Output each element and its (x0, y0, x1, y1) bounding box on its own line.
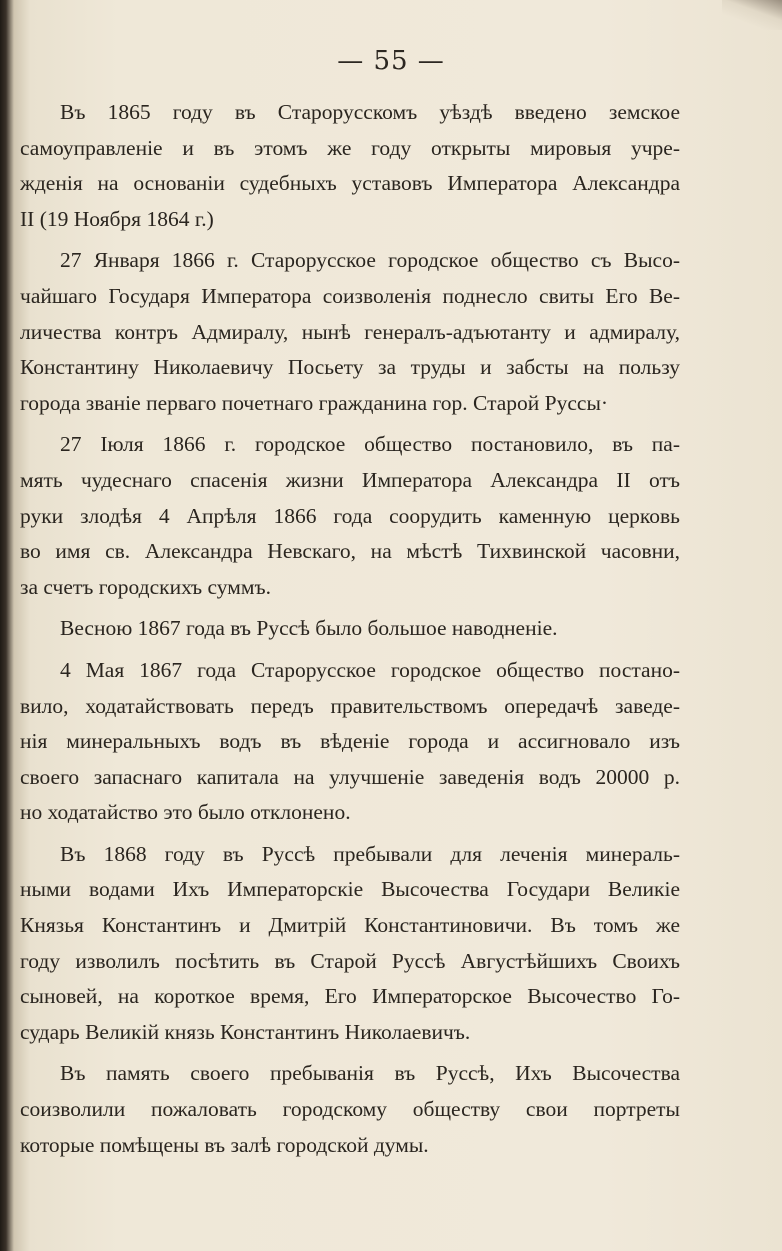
text-line: жденія на основаніи судебныхъ уставовъ Императора Александра (20, 171, 680, 196)
text-line: 27 Января 1866 г. Старорусское городское общество съ Высо- (60, 248, 680, 273)
paragraph-1 (20, 95, 680, 237)
paragraph-3 (20, 427, 680, 605)
text-line: нія минеральныхъ водъ въ вѣденіе города и ассигновало изъ (20, 729, 680, 754)
paragraph-2 (20, 243, 680, 421)
text-line: II (19 Ноября 1864 г.) (20, 206, 214, 231)
paragraph-6 (20, 837, 680, 1051)
text-line: году изволилъ посѣтить въ Старой Руссѣ Августѣйшихъ Своихъ (20, 948, 680, 973)
page-number: — 55 — (337, 46, 445, 76)
text-line: чайшаго Государя Императора соизволенія поднесло свиты Его Ве- (20, 283, 680, 308)
text-line: города званіе перваго почетнаго гражданина гор. Старой Руссы· (20, 390, 609, 415)
page-corner-fold (722, 0, 782, 30)
text-line: вило, ходатайствовать передъ правительствомъ опередачѣ заведе- (20, 693, 680, 718)
text-line: руки злодѣя 4 Апрѣля 1866 года соорудить каменную церковь (20, 503, 680, 528)
text-line: за счетъ городскихъ суммъ. (20, 574, 271, 599)
text-line: 27 Іюля 1866 г. городское общество постановило, въ па- (60, 432, 680, 457)
text-line: своего запаснаго капитала на улучшеніе заведенія водъ 20000 р. (20, 764, 680, 789)
paragraph-5 (20, 653, 680, 831)
text-line: Въ память своего пребыванія въ Руссѣ, Ихъ Высочества (60, 1061, 680, 1086)
text-line: ными водами Ихъ Императорскіе Высочества Государи Великіе (20, 877, 680, 902)
body-text (20, 95, 680, 1163)
text-line: Князья Константинъ и Дмитрій Константиновичи. Въ томъ же (20, 913, 680, 938)
text-line: соизволили пожаловать городскому обществу свои портреты (20, 1097, 680, 1122)
paragraph-4 (20, 611, 680, 647)
paragraph-7 (20, 1056, 680, 1163)
text-line: Константину Николаевичу Посьету за труды и забсты на пользу (20, 355, 680, 380)
text-line: личества контръ Адмиралу, нынѣ генералъ-адъютанту и адмиралу, (20, 319, 680, 344)
text-line: во имя св. Александра Невскаго, на мѣстѣ Тихвинской часовни, (20, 539, 680, 564)
text-line: мять чудеснаго спасенія жизни Императора Александра II отъ (20, 467, 680, 492)
text-line: Весною 1867 года въ Руссѣ было большое наводненіе. (60, 616, 558, 641)
text-line: которые помѣщены въ залѣ городской думы. (20, 1132, 429, 1157)
text-line: Въ 1865 году въ Старорусскомъ уѣздѣ введено земское (60, 100, 680, 124)
text-line: Въ 1868 году въ Руссѣ пребывали для леченія минераль- (60, 841, 680, 866)
text-line: но ходатайство это было отклонено. (20, 800, 351, 825)
text-line: сыновей, на короткое время, Его Императорское Высочество Го- (20, 984, 680, 1009)
text-line: сударь Великій князь Константинъ Николаевичъ. (20, 1019, 471, 1044)
text-line: 4 Мая 1867 года Старорусское городское общество постано- (60, 657, 680, 682)
text-line: самоуправленіе и въ этомъ же году открыты мировыя учре- (20, 135, 680, 160)
